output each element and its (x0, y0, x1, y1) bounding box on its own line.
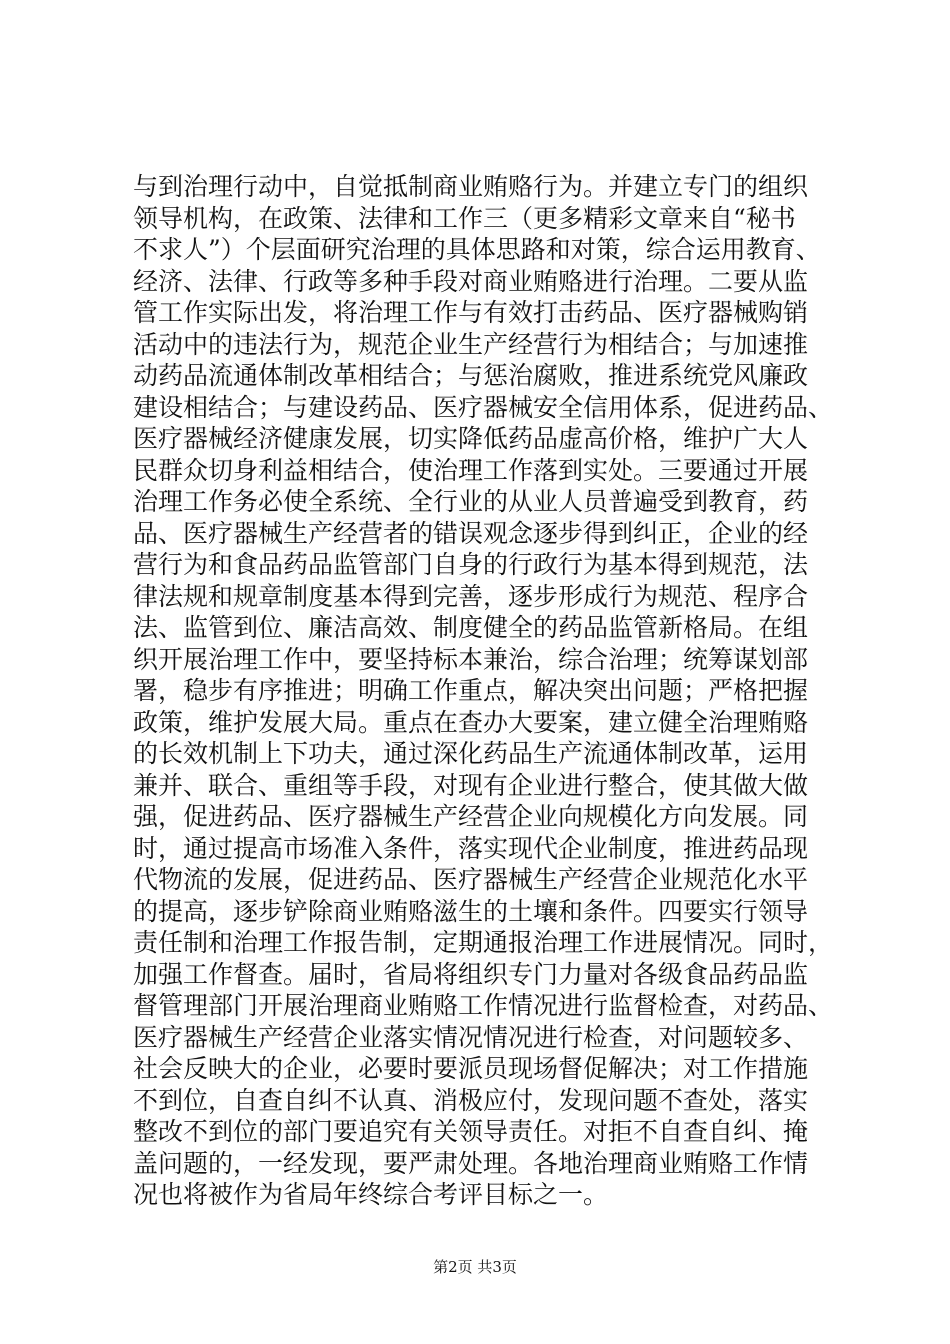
text-line: 兼并、联合、重组等手段，对现有企业进行整合，使其做大做 (133, 770, 809, 800)
text-line: 管工作实际出发，将治理工作与有效打击药品、医疗器械购销 (133, 298, 809, 327)
text-line: 织开展治理工作中，要坚持标本兼治，综合治理；统筹谋划部 (133, 644, 809, 674)
text-line: 整改不到位的部门要追究有关领导责任。对拒不自查自纠、掩 (133, 1117, 809, 1146)
text-line: 律法规和规章制度基本得到完善，逐步形成行为规范、程序合 (133, 581, 809, 611)
text-line: 盖问题的，一经发现，要严肃处理。各地治理商业贿赂工作情 (133, 1148, 809, 1178)
text-line: 品、医疗器械生产经营者的错误观念逐步得到纠正，企业的经 (133, 518, 809, 548)
text-line: 代物流的发展，促进药品、医疗器械生产经营企业规范化水平 (133, 865, 809, 894)
text-line: 民群众切身利益相结合，使治理工作落到实处。三要通过开展 (133, 455, 809, 485)
text-line: 政策，维护发展大局。重点在查办大要案，建立健全治理贿赂 (133, 707, 809, 737)
text-line: 建设相结合；与建设药品、医疗器械安全信用体系，促进药品、 (133, 392, 834, 422)
text-line: 的长效机制上下功夫，通过深化药品生产流通体制改革，运用 (133, 739, 809, 768)
text-line: 强，促进药品、医疗器械生产经营企业向规模化方向发展。同 (133, 802, 809, 831)
text-line: 署，稳步有序推进；明确工作重点，解决突出问题；严格把握 (133, 676, 809, 705)
text-line: 社会反映大的企业，必要时要派员现场督促解决；对工作措施 (133, 1054, 809, 1083)
text-line: 医疗器械生产经营企业落实情况情况进行检查，对问题较多、 (133, 1022, 809, 1052)
text-line: 不到位，自查自纠不认真、消极应付，发现问题不查处，落实 (133, 1085, 809, 1115)
text-line: 不求人”）个层面研究治理的具体思路和对策，综合运用教育、 (133, 235, 821, 264)
text-line: 法、监管到位、廉洁高效、制度健全的药品监管新格局。在组 (133, 613, 809, 642)
text-line: 责任制和治理工作报告制，定期通报治理工作进展情况。同时， (133, 928, 834, 957)
text-line: 领导机构，在政策、法律和工作三（更多精彩文章来自“秘书 (133, 203, 796, 233)
text-line: 况也将被作为省局年终综合考评目标之一。 (133, 1180, 609, 1209)
text-line: 医疗器械经济健康发展，切实降低药品虚高价格，维护广大人 (133, 424, 809, 453)
text-line: 活动中的违法行为，规范企业生产经营行为相结合；与加速推 (133, 329, 809, 359)
text-line: 时，通过提高市场准入条件，落实现代企业制度，推进药品现 (133, 833, 809, 863)
page-footer: 第2页 共3页 (433, 1258, 517, 1276)
text-line: 的提高，逐步铲除商业贿赂滋生的土壤和条件。四要实行领导 (133, 896, 809, 926)
text-line: 动药品流通体制改革相结合；与惩治腐败，推进系统党风廉政 (133, 361, 809, 390)
body-text (133, 171, 833, 1211)
text-line: 经济、法律、行政等多种手段对商业贿赂进行治理。二要从监 (133, 266, 809, 296)
text-line: 与到治理行动中，自觉抵制商业贿赂行为。并建立专门的组织 (133, 172, 809, 201)
text-line: 治理工作务必使全系统、全行业的从业人员普遍受到教育，药 (133, 487, 809, 516)
text-line: 加强工作督查。届时，省局将组织专门力量对各级食品药品监 (133, 959, 809, 989)
text-line: 营行为和食品药品监管部门自身的行政行为基本得到规范，法 (133, 550, 809, 579)
text-line: 督管理部门开展治理商业贿赂工作情况进行监督检查，对药品、 (133, 991, 834, 1020)
